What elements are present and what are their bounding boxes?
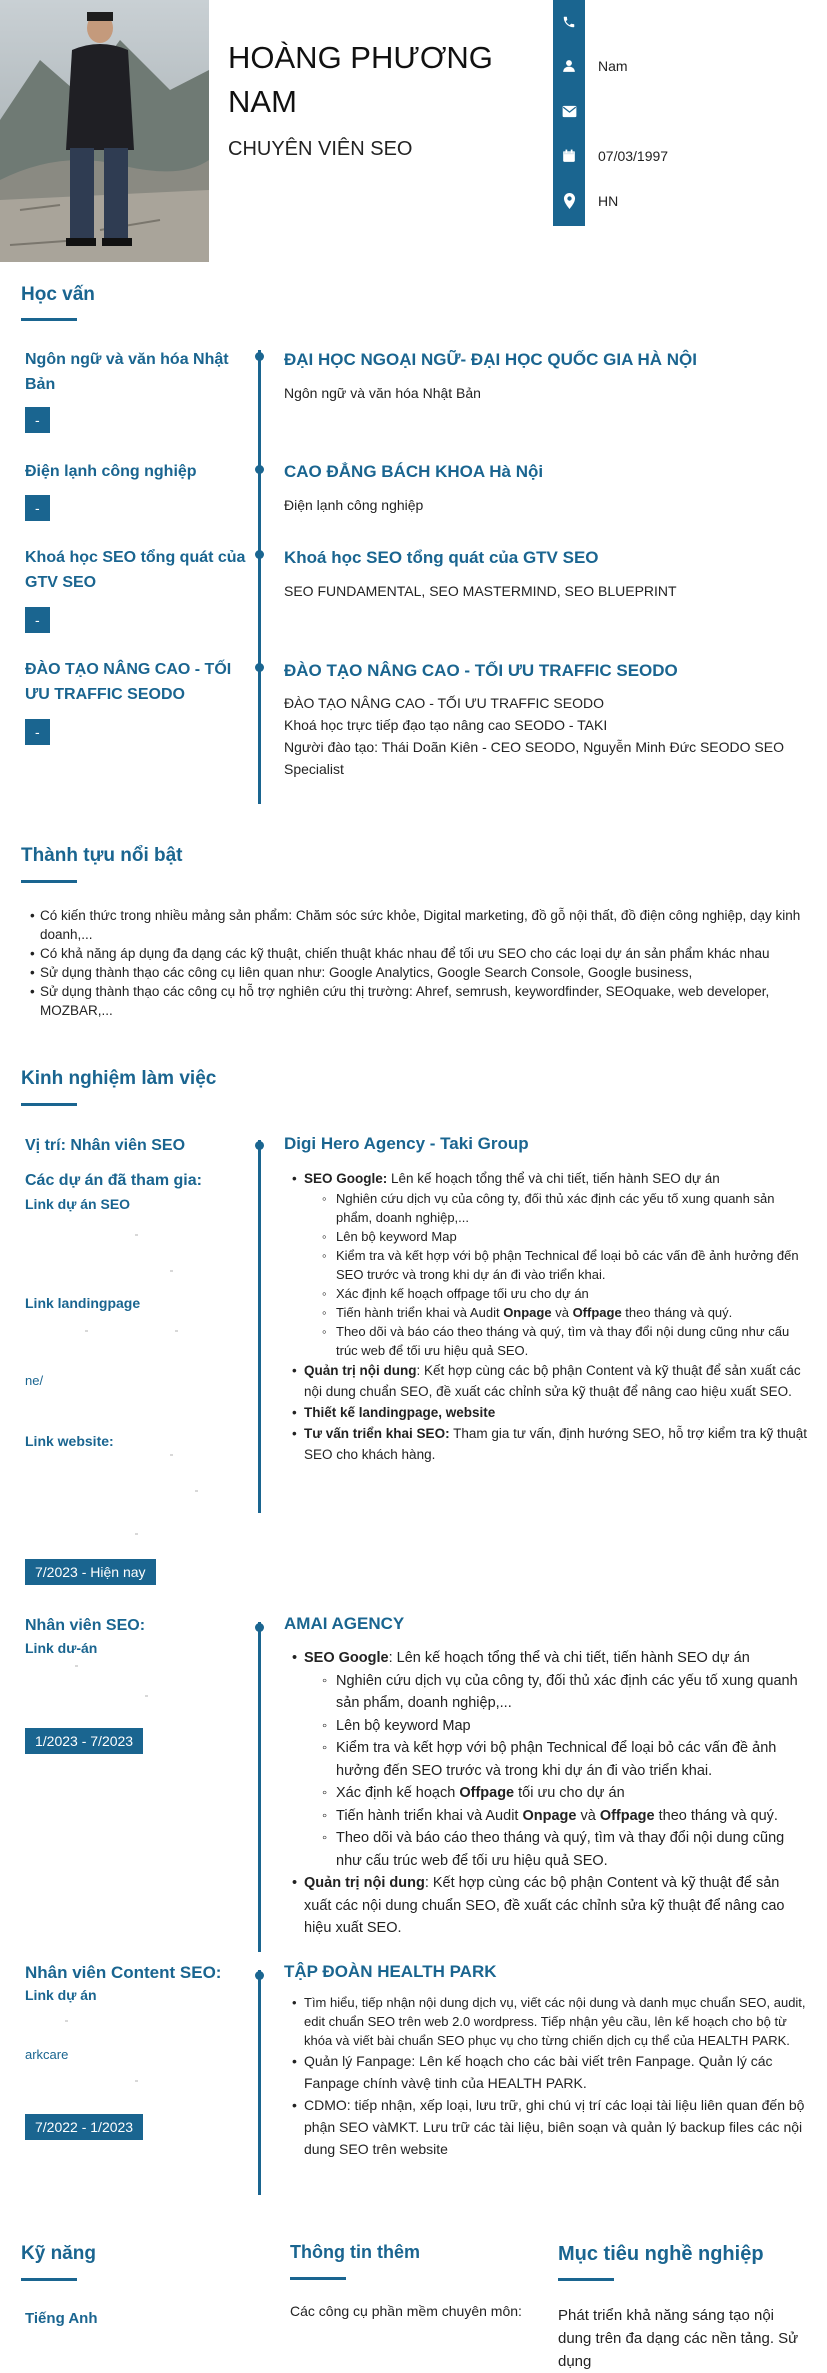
faded-link-text	[25, 2020, 195, 2028]
skill-item: Tiếng Anh	[25, 2310, 98, 2327]
list-item: ◦ Lên bộ keyword Map	[328, 1715, 808, 1738]
list-item: ◦ Theo dõi và báo cáo theo tháng và quý, tìm và thay đổi nội dung cũng như cấu trúc web để tối ưu hiệu quả SEO.	[328, 1827, 808, 1872]
job1-link-seo[interactable]: Link dự án SEO	[25, 1196, 131, 1212]
education-major: Ngôn ngữ và văn hóa Nhật Bản	[284, 385, 481, 401]
birthday-value: 07/03/1997	[598, 148, 669, 164]
faded-link-text	[25, 1270, 195, 1278]
section-underline	[21, 318, 77, 321]
phone-icon	[553, 12, 585, 32]
section-underline	[290, 2277, 346, 2280]
list-item: ◦ Tiến hành triển khai và Audit Onpage và Offpage theo tháng và quý.	[328, 1805, 808, 1828]
timeline-dot	[255, 1971, 264, 1980]
education-heading: Học vấn	[21, 284, 95, 305]
job2-position: Nhân viên SEO:	[25, 1617, 146, 1634]
faded-link-text	[25, 1490, 195, 1498]
list-item: ◦ Nghiên cứu dịch vụ của công ty, đối thủ xác định các yếu tố xung quanh sản phẩm, doanh nghiệp,...	[328, 1670, 808, 1715]
list-item: ◦ Nghiên cứu dịch vụ của công ty, đối thủ xác định các yếu tố xung quanh sản phẩm, doanh nghiệp,...	[328, 1189, 808, 1227]
job3-company: TẬP ĐOÀN HEALTH PARK	[284, 1962, 497, 1981]
email-icon	[553, 101, 585, 121]
additional-info-text: Các công cụ phần mềm chuyên môn:	[290, 2303, 522, 2319]
additional-info-heading: Thông tin thêm	[290, 2242, 420, 2262]
education-major: Điện lạnh công nghiệp	[284, 497, 424, 513]
timeline-dot	[255, 550, 264, 559]
faded-link-text	[25, 1665, 195, 1673]
education-date-badge: -	[25, 607, 50, 633]
experience-timeline	[258, 1622, 261, 1952]
list-item: • Tư vấn triển khai SEO: Tham gia tư vấn, định hướng SEO, hỗ trợ kiểm tra kỹ thuật SEO cho khách hàng.	[296, 1423, 808, 1465]
education-detail-3: Người đào tạo: Thái Doãn Kiên - CEO SEODO, Nguyễn Minh Đức SEODO SEO Specialist	[284, 739, 784, 777]
faded-link-text	[25, 1234, 195, 1242]
education-school: ĐẠI HỌC NGOẠI NGỮ- ĐẠI HỌC QUỐC GIA HÀ NỘI	[284, 350, 697, 369]
achievements-heading: Thành tựu nổi bật	[21, 845, 183, 866]
list-item: • Quản trị nội dung: Kết hợp cùng các bộ phận Content và kỹ thuật để sản xuất các nội dung chuẩn SEO, đề xuất các chỉnh sửa kỹ thuật để nâng cao hiệu xuất SEO.	[296, 1872, 808, 1940]
education-left-label: ĐÀO TẠO NÂNG CAO - TỐI ƯU TRAFFIC SEODO	[25, 661, 232, 703]
job1-date-badge: 7/2023 - Hiện nay	[25, 1559, 156, 1585]
calendar-icon	[553, 146, 585, 166]
profile-photo	[0, 0, 209, 262]
job2-company: AMAI AGENCY	[284, 1614, 405, 1633]
user-icon	[553, 56, 585, 76]
section-underline	[558, 2278, 614, 2281]
job1-projects-label: Các dự án đã tham gia:	[25, 1172, 202, 1189]
section-underline	[21, 880, 77, 883]
list-item: ◦ Lên bộ keyword Map	[328, 1227, 808, 1246]
education-major: SEO FUNDAMENTAL, SEO MASTERMIND, SEO BLUEPRINT	[284, 583, 677, 599]
job1-position: Vị trí: Nhân viên SEO	[25, 1137, 186, 1154]
education-date-badge: -	[25, 719, 50, 745]
list-item: ◦ Kiểm tra và kết hợp với bộ phận Technical để loại bỏ các vấn đề ảnh hưởng đến SEO trước và trong khi dự án đi vào triển khai.	[328, 1737, 808, 1782]
experience-timeline	[258, 1140, 261, 1513]
timeline-dot	[255, 663, 264, 672]
faded-link-text	[25, 1454, 195, 1462]
list-item: • Thiết kế landingpage, website	[296, 1402, 808, 1423]
timeline-dot	[255, 1623, 264, 1632]
list-item: • Quản lý Fanpage: Lên kế hoạch cho các bài viết trên Fanpage. Quản lý các Fanpage chính vàvệ tinh của HEALTH PARK.	[296, 2050, 808, 2094]
education-detail-1: ĐÀO TẠO NÂNG CAO - TỐI ƯU TRAFFIC SEODO	[284, 695, 604, 711]
section-underline	[21, 2278, 77, 2281]
job1-link-website[interactable]: Link website:	[25, 1433, 114, 1449]
timeline-dot	[255, 352, 264, 361]
list-item: • Sử dụng thành thạo các công cụ liên quan như: Google Analytics, Google Search Console, Google business,	[32, 963, 807, 982]
list-item: • Có khả năng áp dụng đa dạng các kỹ thuật, chiến thuật khác nhau để tối ưu SEO cho các loại dự án sản phẩm khác nhau	[32, 944, 807, 963]
career-goal-heading: Mục tiêu nghề nghiệp	[558, 2243, 764, 2265]
job1-link-suffix[interactable]: ne/	[25, 1373, 44, 1388]
section-underline	[21, 1103, 77, 1106]
timeline-dot	[255, 1141, 264, 1150]
career-goal-text: Phát triển khả năng sáng tạo nội dung trên đa dạng các nền tảng. Sử dụng	[558, 2307, 799, 2370]
job3-position: Nhân viên Content SEO:	[25, 1963, 222, 1982]
gender-value: Nam	[598, 58, 628, 74]
job1-company: Digi Hero Agency - Taki Group	[284, 1134, 529, 1153]
faded-link-text	[25, 2080, 195, 2088]
education-detail-2: Khoá học trực tiếp đạo tạo nâng cao SEODO - TAKI	[284, 717, 608, 733]
list-item: • Có kiến thức trong nhiều mảng sản phẩm: Chăm sóc sức khỏe, Digital marketing, đồ gỗ nội thất, đồ điện công nghiệp, dạy kinh doanh,...	[32, 906, 807, 944]
education-timeline	[258, 350, 261, 804]
job3-link[interactable]: Link dự án	[25, 1987, 97, 2003]
job2-link[interactable]: Link dư-án	[25, 1640, 98, 1656]
skills-heading: Kỹ năng	[21, 2243, 96, 2264]
faded-link-text	[25, 1695, 195, 1703]
location-icon	[553, 191, 585, 211]
candidate-name: HOÀNG PHƯƠNG NAM	[228, 40, 493, 119]
education-school: Khoá học SEO tổng quát của GTV SEO	[284, 548, 599, 567]
job3-date-badge: 7/2022 - 1/2023	[25, 2114, 143, 2140]
job2-responsibilities	[296, 1647, 808, 1940]
list-item: • SEO Google: Lên kế hoạch tổng thể và chi tiết, tiến hành SEO dự án ◦ Nghiên cứu dịch vụ của công ty, đối thủ xác định các yếu tố xung quanh sản phẩm, doanh nghiệp,... ◦ Lên bộ keyword Map ◦ Kiểm tra và kết hợp với bộ phận Technical để loại bỏ các vấn đề ảnh hưởng đến SEO trước và trong khi dự án đi vào triển khai. ◦ Xác định kế hoạch Offpage tối ưu cho dự án ◦ Tiến hành triển khai và Audit Onpage và Offpage theo tháng và quý. ◦ Theo dõi và báo cáo theo tháng và quý, tìm và thay đổi nội dung cũng như cấu trúc web để tối ưu hiệu quả SEO.	[296, 1647, 808, 1872]
education-date-badge: -	[25, 495, 50, 521]
job3-responsibilities	[296, 1993, 808, 2160]
list-item: ◦ Tiến hành triển khai và Audit Onpage và Offpage theo tháng và quý.	[328, 1303, 808, 1322]
job3-link-suffix[interactable]: arkcare	[25, 2047, 69, 2062]
achievements-list	[32, 906, 807, 1020]
faded-link-text	[25, 1330, 195, 1338]
education-date-badge: -	[25, 407, 50, 433]
list-item: ◦ Theo dõi và báo cáo theo tháng và quý, tìm và thay đổi nội dung cũng như cấu trúc web để tối ưu hiệu quả SEO.	[328, 1322, 808, 1360]
job1-responsibilities	[296, 1168, 808, 1465]
education-left-label: Ngôn ngữ và văn hóa Nhật Bản	[25, 351, 229, 393]
list-item: ◦ Kiểm tra và kết hợp với bộ phận Technical để loại bỏ các vấn đề ảnh hưởng đến SEO trước và trong khi dự án đi vào triển khai.	[328, 1246, 808, 1284]
timeline-dot	[255, 465, 264, 474]
education-school: CAO ĐẲNG BÁCH KHOA Hà Nội	[284, 462, 544, 481]
list-item: • CDMO: tiếp nhận, xếp loại, lưu trữ, ghi chú vị trí các loại tài liệu liên quan đến bộ phận SEO vàMKT. Lưu trữ các tài liệu, biên soạn và quản lý backup files các nội dung SEO trên website	[296, 2094, 808, 2160]
list-item: ◦ Xác định kế hoạch Offpage tối ưu cho dự án	[328, 1782, 808, 1805]
list-item: • Sử dụng thành thạo các công cụ hỗ trợ nghiên cứu thị trường: Ahref, semrush, keywordfinder, SEOquake, web developer, MOZBAR,...	[32, 982, 807, 1020]
list-item: ◦ Xác định kế hoạch offpage tối ưu cho dự án	[328, 1284, 808, 1303]
education-school: ĐÀO TẠO NÂNG CAO - TỐI ƯU TRAFFIC SEODO	[284, 661, 678, 680]
experience-heading: Kinh nghiệm làm việc	[21, 1068, 217, 1089]
list-item: • SEO Google: Lên kế hoạch tổng thể và chi tiết, tiến hành SEO dự án ◦ Nghiên cứu dịch vụ của công ty, đối thủ xác định các yếu tố xung quanh sản phẩm, doanh nghiệp,... ◦ Lên bộ keyword Map ◦ Kiểm tra và kết hợp với bộ phận Technical để loại bỏ các vấn đề ảnh hưởng đến SEO trước và trong khi dự án đi vào triển khai. ◦ Xác định kế hoạch offpage tối ưu cho dự án ◦ Tiến hành triển khai và Audit Onpage và Offpage theo tháng và quý. ◦ Theo dõi và báo cáo theo tháng và quý, tìm và thay đổi nội dung cũng như cấu trúc web để tối ưu hiệu quả SEO.	[296, 1168, 808, 1360]
job2-date-badge: 1/2023 - 7/2023	[25, 1728, 143, 1754]
job1-link-landingpage[interactable]: Link landingpage	[25, 1295, 141, 1311]
location-value: HN	[598, 193, 619, 209]
job-title: CHUYÊN VIÊN SEO	[228, 138, 413, 160]
education-left-label: Điện lạnh công nghiệp	[25, 463, 197, 480]
contact-icon-bar	[553, 0, 585, 226]
list-item: • Tìm hiểu, tiếp nhận nội dung dịch vụ, viết các nội dung và danh mục chuẩn SEO, audit, edit chuẩn SEO trên web 2.0 wordpress. Tiếp nhận yêu cầu, lên kế hoạch cho bộ từ khóa và viết bài chuẩn SEO phục vụ cho từng chiến dịch cụ thể của HEALTH PARK.	[296, 1993, 808, 2050]
list-item: • Quản trị nội dung: Kết hợp cùng các bộ phận Content và kỹ thuật để sản xuất các nội dung chuẩn SEO, đề xuất các chỉnh sửa kỹ thuật để nâng cao hiệu xuất SEO.	[296, 1360, 808, 1402]
experience-timeline	[258, 1970, 261, 2195]
faded-link-text	[25, 1533, 195, 1541]
education-left-label: Khoá học SEO tổng quát của GTV SEO	[25, 549, 246, 591]
